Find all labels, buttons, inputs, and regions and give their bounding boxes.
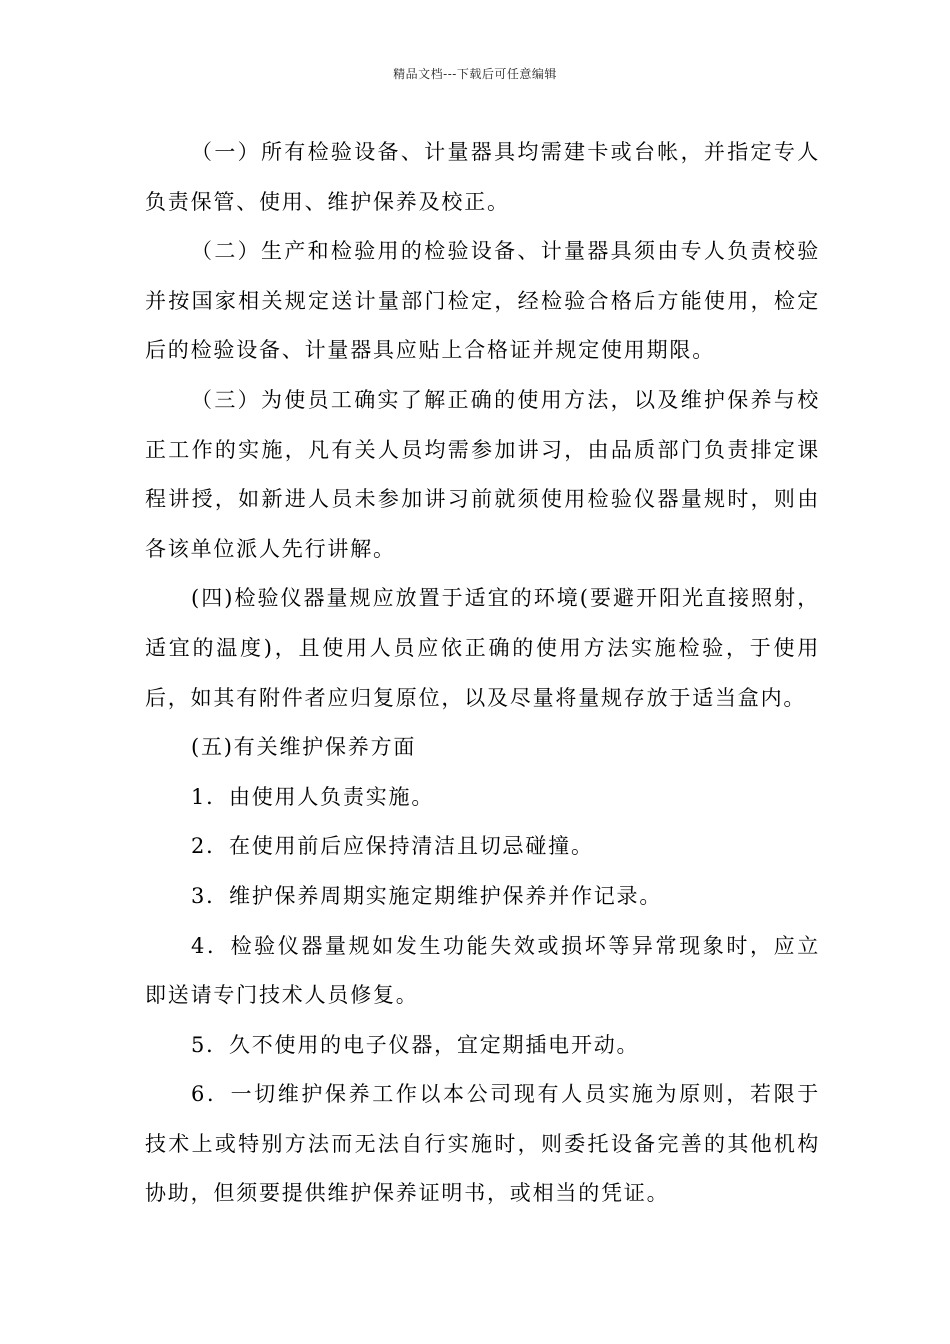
list-item-5: 5．久不使用的电子仪器，宜定期插电开动。 [191,1032,640,1057]
paragraph-3: （三）为使员工确实了解正确的使用方法，以及维护保养与校正工作的实施，凡有关人员均需参加讲习，由品质部门负责排定课程讲授，如新进人员未参加讲习前就须使用检验仪器量规时，则由各该单位派人先行讲解。 [145,387,820,561]
page-header: 精品文档---下载后可任意编辑 [393,67,557,81]
list-item-3: 3．维护保养周期实施定期维护保养并作记录。 [191,883,663,908]
list-item-2: 2．在使用前后应保持清洁且切忌碰撞。 [191,834,594,859]
list-item-6: 6．一切维护保养工作以本公司现有人员实施为原则，若限于技术上或特别方法而无法自行实施时，则委托设备完善的其他机构协助，但须要提供维护保养证明书，或相当的凭证。 [145,1082,820,1206]
paragraph-2: （二）生产和检验用的检验设备、计量器具须由专人负责校验并按国家相关规定送计量部门检定，经检验合格后方能使用，检定后的检验设备、计量器具应贴上合格证并规定使用期限。 [145,239,820,363]
document-body [145,128,820,1219]
paragraph-4: (四)检验仪器量规应放置于适宜的环境(要避开阳光直接照射，适宜的温度)，且使用人员应依正确的使用方法实施检验，于使用后，如其有附件者应归复原位，以及尽量将量规存放于适当盒内。 [145,586,820,710]
list-item-1: 1．由使用人负责实施。 [191,784,435,809]
paragraph-5-heading: (五)有关维护保养方面 [191,735,417,760]
paragraph-1: （一）所有检验设备、计量器具均需建卡或台帐，并指定专人负责保管、使用、维护保养及校正。 [145,140,820,214]
list-item-4: 4．检验仪器量规如发生功能失效或损坏等异常现象时，应立即送请专门技术人员修复。 [145,933,820,1008]
